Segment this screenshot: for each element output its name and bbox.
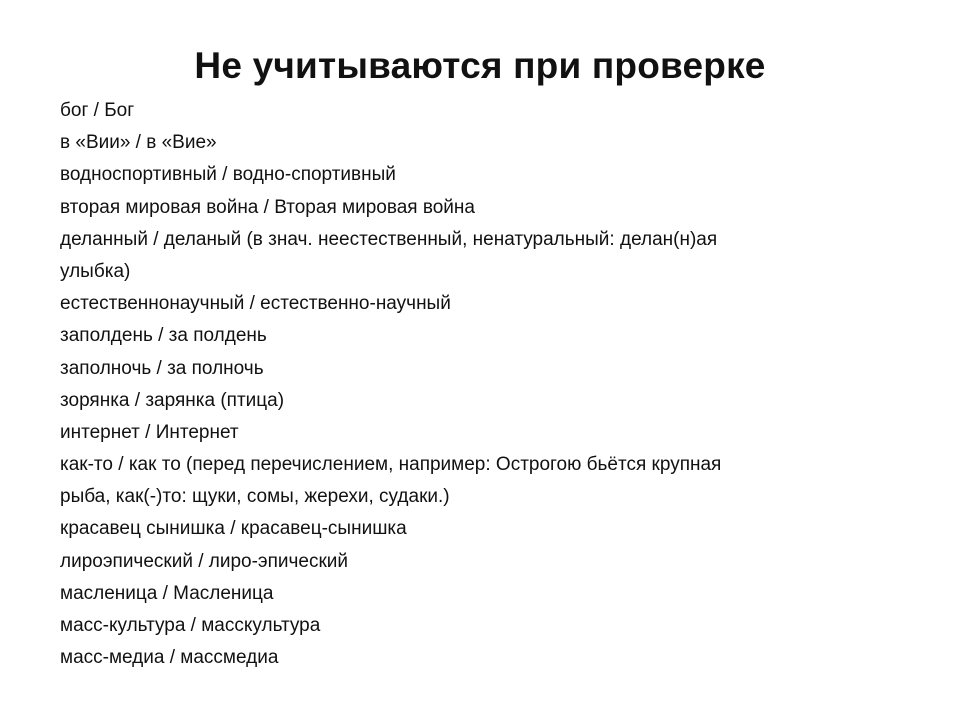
list-item: интернет / Интернет — [60, 421, 239, 443]
list-item: масс-культура / масскультура — [60, 615, 321, 636]
list-item: красавец сынишка / красавец-сынишка — [60, 518, 407, 540]
list-item-continuation: улыбка) — [60, 260, 131, 282]
list-item: масленица / Масленица — [60, 582, 274, 604]
entry-list — [60, 95, 920, 674]
list-item: вторая мировая война / Вторая мировая война — [60, 196, 475, 218]
slide-title: Не учитываются при проверке — [194, 45, 766, 86]
list-item: водноспортивный / водно-спортивный — [60, 164, 396, 186]
list-item: заполночь / за полночь — [60, 357, 264, 379]
list-item: заполдень / за полдень — [60, 325, 267, 347]
list-item: зорянка / зарянка (птица) — [60, 389, 285, 411]
list-item-continuation: рыба, как(-)то: щуки, сомы, жерехи, судаки.) — [60, 486, 450, 508]
list-item: бог / Бог — [60, 100, 135, 121]
list-item: лироэпический / лиро-эпический — [60, 550, 349, 572]
list-item: деланный / деланый (в знач. неестественный, ненатуральный: делан(н)ая — [60, 228, 718, 250]
list-item: естественнонаучный / естественно-научный — [60, 293, 451, 315]
list-item: масс-медиа / массмедиа — [60, 647, 279, 669]
list-item: как-то / как то (перед перечислением, например: Острогою бьётся крупная — [60, 454, 722, 476]
list-item: в «Вии» / в «Вие» — [60, 132, 217, 154]
